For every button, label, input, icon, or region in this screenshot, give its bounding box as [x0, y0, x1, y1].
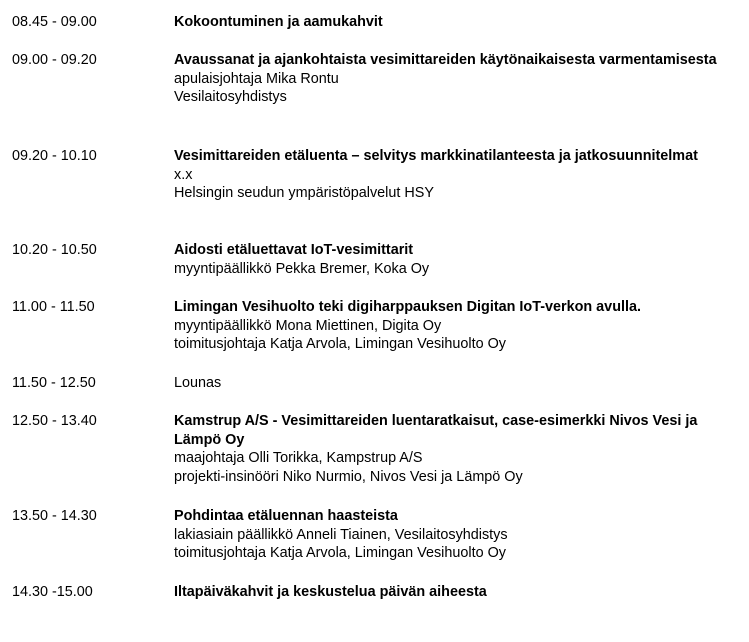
speaker-line: Lounas: [174, 375, 222, 391]
speaker-line: maajohtaja Olli Torikka, Kampstrup A/S: [174, 450, 423, 466]
agenda-content: [174, 13, 742, 32]
agenda-title: Avaussanat ja ajankohtaista vesimittareiden käytönaikaisesta varmentamisesta: [174, 52, 717, 68]
agenda-content: [174, 583, 742, 602]
agenda-item: [12, 298, 742, 354]
agenda-content: [174, 412, 742, 486]
agenda-time: 14.30 -15.00: [12, 584, 93, 600]
agenda-item: [12, 13, 742, 32]
agenda-title: Kamstrup A/S - Vesimittareiden luentaratkaisut, case-esimerkki Nivos Vesi ja Lämpö Oy: [174, 413, 698, 448]
agenda-title: Iltapäiväkahvit ja keskustelua päivän aiheesta: [174, 584, 487, 600]
speaker-line: myyntipäällikkö Mona Miettinen, Digita Oy: [174, 317, 442, 334]
agenda-time: 13.50 - 14.30: [12, 508, 97, 524]
agenda-title: Kokoontuminen ja aamukahvit: [174, 14, 383, 30]
agenda-item: [12, 241, 742, 278]
speaker-line: toimitusjohtaja Katja Arvola, Limingan Vesihuolto Oy: [174, 336, 506, 352]
agenda-time: 10.20 - 10.50: [12, 242, 97, 258]
speaker-line: Helsingin seudun ympäristöpalvelut HSY: [174, 185, 434, 201]
agenda-title: Limingan Vesihuolto teki digiharppauksen Digitan IoT-verkon avulla.: [174, 299, 641, 315]
agenda-time: 11.50 - 12.50: [12, 375, 96, 391]
agenda-time: 12.50 - 13.40: [12, 413, 97, 429]
agenda-time: 08.45 - 09.00: [12, 14, 97, 30]
speaker-line: apulaisjohtaja Mika Rontu: [174, 70, 339, 87]
speaker-line: toimitusjohtaja Katja Arvola, Limingan Vesihuolto Oy: [174, 545, 506, 561]
agenda-time: 11.00 - 11.50: [12, 299, 95, 315]
speaker-line: lakiasiain päällikkö Anneli Tiainen, Vesilaitosyhdistys: [174, 526, 508, 543]
agenda-item: [12, 507, 742, 563]
speaker-line: Vesilaitosyhdistys: [174, 89, 287, 105]
agenda-time: 09.00 - 09.20: [12, 52, 97, 68]
agenda-title: Pohdintaa etäluennan haasteista: [174, 508, 398, 524]
agenda-item: [12, 51, 742, 107]
agenda-item: [12, 583, 742, 602]
agenda-content: [174, 298, 742, 354]
agenda-time: 09.20 - 10.10: [12, 148, 97, 164]
speaker-line: projekti-insinööri Niko Nurmio, Nivos Vesi ja Lämpö Oy: [174, 468, 523, 485]
agenda-title: Aidosti etäluettavat IoT-vesimittarit: [174, 242, 414, 258]
agenda-content: [174, 147, 742, 203]
agenda-item: [12, 374, 742, 393]
agenda-content: [174, 374, 742, 393]
speaker-line: x.x: [174, 166, 193, 183]
agenda-item: [12, 412, 742, 486]
agenda-title: Vesimittareiden etäluenta – selvitys markkinatilanteesta ja jatkosuunnitelmat: [174, 148, 698, 164]
agenda-item: [12, 147, 742, 203]
agenda-content: [174, 51, 742, 107]
agenda-content: [174, 507, 742, 563]
agenda-content: [174, 241, 742, 278]
speaker-line: myyntipäällikkö Pekka Bremer, Koka Oy: [174, 260, 430, 277]
